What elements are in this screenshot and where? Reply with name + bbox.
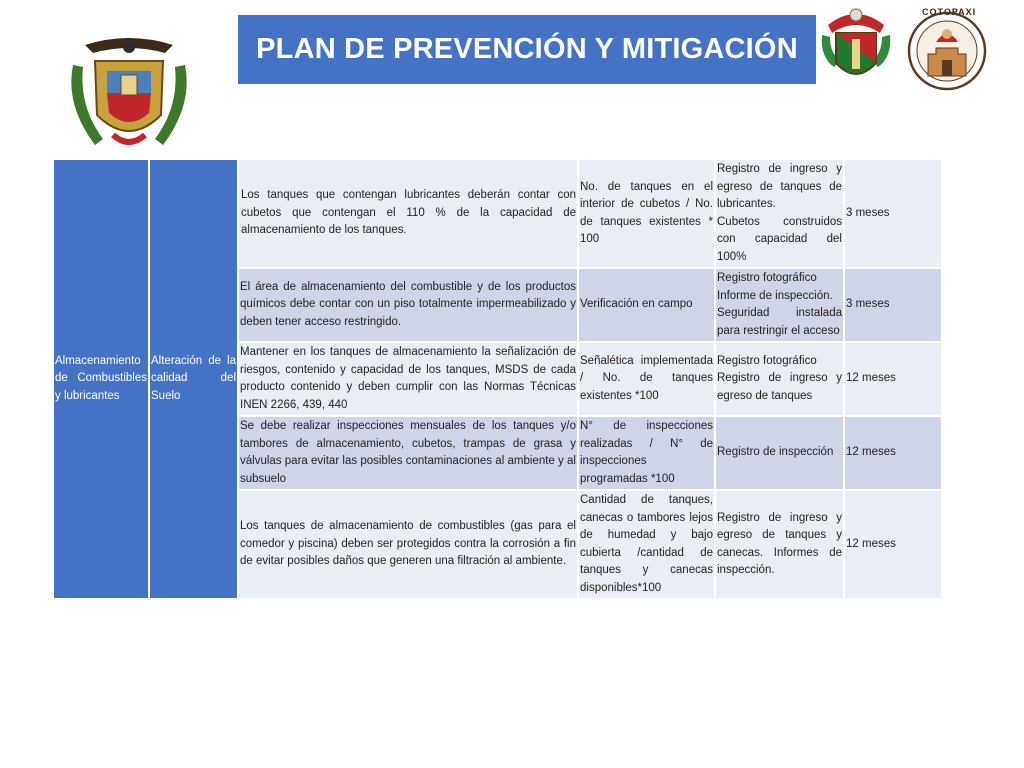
verification-cell <box>716 160 843 267</box>
coat-of-arms-logo <box>55 35 203 157</box>
coat-of-arms-icon <box>55 35 203 157</box>
cotopaxi-seal-text: COTOPAXI <box>922 7 977 17</box>
period-cell: 12 meses <box>845 491 941 598</box>
verification-cell <box>716 269 843 341</box>
prevention-plan-table <box>52 158 943 600</box>
indicator-cell: No. de tanques en el interior de cubetos / No. de tanques existentes * 100 <box>579 160 714 267</box>
period-cell: 3 meses <box>845 269 941 341</box>
verification-line: Registro fotográfico Informe de inspección. Seguridad instalada para restringir el acceso <box>717 272 842 337</box>
verification-cell <box>716 343 843 415</box>
institution-shield-icon <box>818 5 894 91</box>
indicator-cell: N° de inspecciones realizadas / N° de inspecciones programadas *100 <box>579 417 714 489</box>
indicator-cell: Señalética implementada / No. de tanques existentes *100 <box>579 343 714 415</box>
measure-cell: Se debe realizar inspecciones mensuales de los tanques y/o tambores de almacenamiento, cubetos, trampas de grasa y válvulas para evitar las posibles contaminaciones al ambiente y al subsuelo <box>239 417 577 489</box>
cotopaxi-seal-icon <box>906 6 988 92</box>
measure-cell: Los tanques de almacenamiento de combustibles (gas para el comedor y piscina) deben ser protegidos contra la corrosión a fin de evitar posibles daños que generen una filtración al ambiente. <box>239 491 577 598</box>
period-cell: 12 meses <box>845 417 941 489</box>
period-cell: 3 meses <box>845 160 941 267</box>
verification-cell: Registro de inspección <box>716 417 843 489</box>
indicator-cell: Cantidad de tanques, canecas o tambores lejos de humedad y bajo cubierta /cantidad de tanques y canecas disponibles*100 <box>579 491 714 598</box>
measure-cell: Mantener en los tanques de almacenamiento la señalización de riesgos, contenido y capacidad de los tanques, MSDS de cada producto contenido y deben cumplir con las Normas Técnicas INEN 2266, 439, 440 <box>239 343 577 415</box>
impact-cell: Alteración de la calidad del Suelo <box>150 160 237 598</box>
verification-line: Registro de ingreso y egreso de tanques de lubricantes. Cubetos construidos con capacidad del 100% <box>717 163 842 263</box>
verification-line: Registro fotográfico Registro de ingreso y egreso de tanques <box>717 354 842 402</box>
page-title: PLAN DE PREVENCIÓN Y MITIGACIÓN <box>238 15 816 84</box>
institution-shield-logo <box>818 5 894 91</box>
cotopaxi-seal-logo <box>906 6 988 92</box>
indicator-cell: Verificación en campo <box>579 269 714 341</box>
measure-cell: Los tanques que contengan lubricantes deberán contar con cubetos que contengan el 110 % de la capacidad de almacenamiento de los tanques. <box>239 160 577 267</box>
measure-cell: El área de almacenamiento del combustible y de los productos químicos debe contar con un piso totalmente impermeabilizado y deben tener acceso restringido. <box>239 269 577 341</box>
aspect-cell: Almacenamiento de Combustibles y lubricantes <box>54 160 148 598</box>
period-cell: 12 meses <box>845 343 941 415</box>
table-row <box>54 160 941 267</box>
verification-cell: Registro de ingreso y egreso de tanques y canecas. Informes de inspección. <box>716 491 843 598</box>
